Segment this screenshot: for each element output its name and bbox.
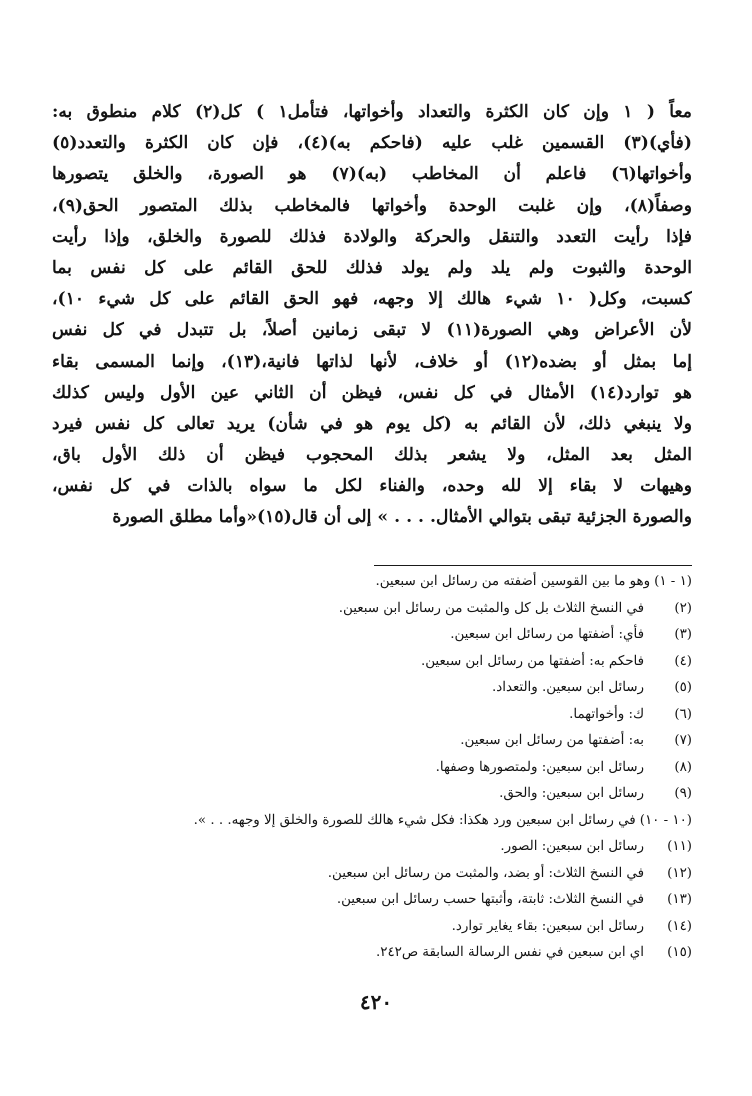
footnote xyxy=(32,940,692,967)
footnote-text: فاحكم به: أضفتها من رسائل ابن سبعين. xyxy=(420,653,644,669)
footnote-text: فأي: أضفتها من رسائل ابن سبعين. xyxy=(450,627,644,642)
main-text xyxy=(52,97,692,534)
footnote xyxy=(32,728,692,755)
text-line: لأن الأعراض وهي الصورة(١١) لا تبقى زمانين أصلاً، بل تتبدل في كل نفس xyxy=(52,320,692,341)
footnote-number: (٧) xyxy=(674,733,692,748)
footnote xyxy=(32,914,692,941)
footnote xyxy=(32,781,692,808)
footnote-text: ك: وأخواتهما. xyxy=(569,706,644,722)
footnote xyxy=(32,808,692,835)
footnote-text: رسائل ابن سبعين: والحق. xyxy=(499,786,644,801)
footnote xyxy=(32,649,692,676)
text-line: والصورة الجزئية تبقى بتوالي الأمثال. . . . » إلى أن قال(١٥)«وأما مطلق الصورة xyxy=(112,507,692,528)
footnote xyxy=(32,887,692,914)
footnote xyxy=(32,861,692,888)
text-line: المثل بعد المثل، ولا يشعر بذلك المحجوب فيظن أن ذلك الأول باق، xyxy=(52,445,692,466)
text-line: فإذا رأيت التعدد والتنقل والحركة والولادة فذلك للصورة والخلق، وإذا رأيت xyxy=(52,226,692,247)
footnote-number: (٩) xyxy=(674,786,692,801)
footnote-text: رسائل ابن سبعين: ولمتصورها وصفها. xyxy=(435,759,644,775)
footnote-number: (٨) xyxy=(674,759,692,775)
footnote-text: في النسخ الثلاث: أو بضد، والمثبت من رسائل ابن سبعين. xyxy=(327,865,644,881)
text-line: ولا ينبغي ذلك، لأن القائم به (كل يوم هو في شأن) يريد تعالى كل نفس فيرد xyxy=(52,413,692,434)
footnote-text: رسائل ابن سبعين. والتعداد. xyxy=(492,680,644,695)
footnote xyxy=(32,675,692,702)
text-line: هو توارد(١٤) الأمثال في كل نفس، فيظن أن الثاني عين الأول وليس كذلك xyxy=(52,382,692,403)
footnote-number: (٣) xyxy=(674,627,692,642)
footnote-number: (٦) xyxy=(674,706,692,722)
footnote xyxy=(32,702,692,729)
footnote-number: (١١) xyxy=(667,839,692,854)
footnote xyxy=(32,622,692,649)
footnote-text: اي ابن سبعين في نفس الرسالة السابقة ص٢٤٢. xyxy=(375,945,644,960)
footnotes xyxy=(32,569,692,967)
footnote-text: رسائل ابن سبعين: الصور. xyxy=(500,839,644,854)
footnote-number: (١٥) xyxy=(667,945,692,960)
footnote xyxy=(32,596,692,623)
footnote-number: (١٣) xyxy=(667,892,692,907)
text-line: معاً ( ١ وإن كان الكثرة والتعداد وأخواتها، فتأمل١ ) كل(٢) كلام منطوق به: xyxy=(52,102,692,122)
text-line: وهيهات لا بقاء إلا لله وحده، والفناء لكل ما سواه بالذات في كل نفس، xyxy=(52,476,692,497)
footnote xyxy=(32,755,692,782)
text-line: الوحدة والثبوت ولم يلد ولم يولد فذلك للحق القائم على كل نفس بما xyxy=(52,257,692,278)
footnote-text: في رسائل ابن سبعين ورد هكذا: فكل شيء هالك للصورة والخلق إلا وجهه. . . ». xyxy=(193,812,636,828)
text-line: إما بمثل أو بضده(١٢) أو خلاف، لأنها لذاتها فانية،(١٣)، وإنما المسمى بقاء xyxy=(52,351,692,372)
text-line: وأخواتها(٦) فاعلم أن المخاطب (به)(٧) هو الصورة، والخلق يتصورها xyxy=(52,164,692,185)
footnote-text: وهو ما بين القوسين أضفته من رسائل ابن سبعين. xyxy=(375,574,651,589)
footnote xyxy=(32,569,692,596)
text-line: كسبت، وكل( ١٠ شيء هالك إلا وجهه، فهو الحق القائم على كل شيء ١٠)، xyxy=(52,289,692,310)
page-number: ٤٢٠ xyxy=(359,990,393,1014)
footnote-number: (١٠ - ١٠) xyxy=(639,812,692,828)
text-line: (فأي)(٣) القسمين غلب عليه (فاحكم به)(٤)، فإن كان الكثرة والتعدد(٥) xyxy=(52,133,692,154)
footnote-divider xyxy=(374,565,692,566)
footnote xyxy=(32,834,692,861)
footnote-text: في النسخ الثلاث: ثابتة، وأثبتها حسب رسائل ابن سبعين. xyxy=(336,892,644,907)
text-line: وصفاً(٨)، وإن غلبت الوحدة وأخواتها فالمخاطب بذلك المتصور الحق(٩)، xyxy=(52,195,692,216)
footnote-number: (٥) xyxy=(674,680,692,695)
footnote-number: (١ - ١) xyxy=(654,574,692,589)
footnote-text: به: أضفتها من رسائل ابن سبعين. xyxy=(460,733,644,748)
footnote-number: (١٤) xyxy=(667,918,692,934)
footnote-text: رسائل ابن سبعين: بقاء يغاير توارد. xyxy=(451,918,644,934)
footnote-number: (٢) xyxy=(674,600,692,616)
footnote-text: في النسخ الثلاث بل كل والمثبت من رسائل ابن سبعين. xyxy=(338,600,644,616)
footnote-number: (٤) xyxy=(674,653,692,669)
footnote-number: (١٢) xyxy=(667,865,692,881)
